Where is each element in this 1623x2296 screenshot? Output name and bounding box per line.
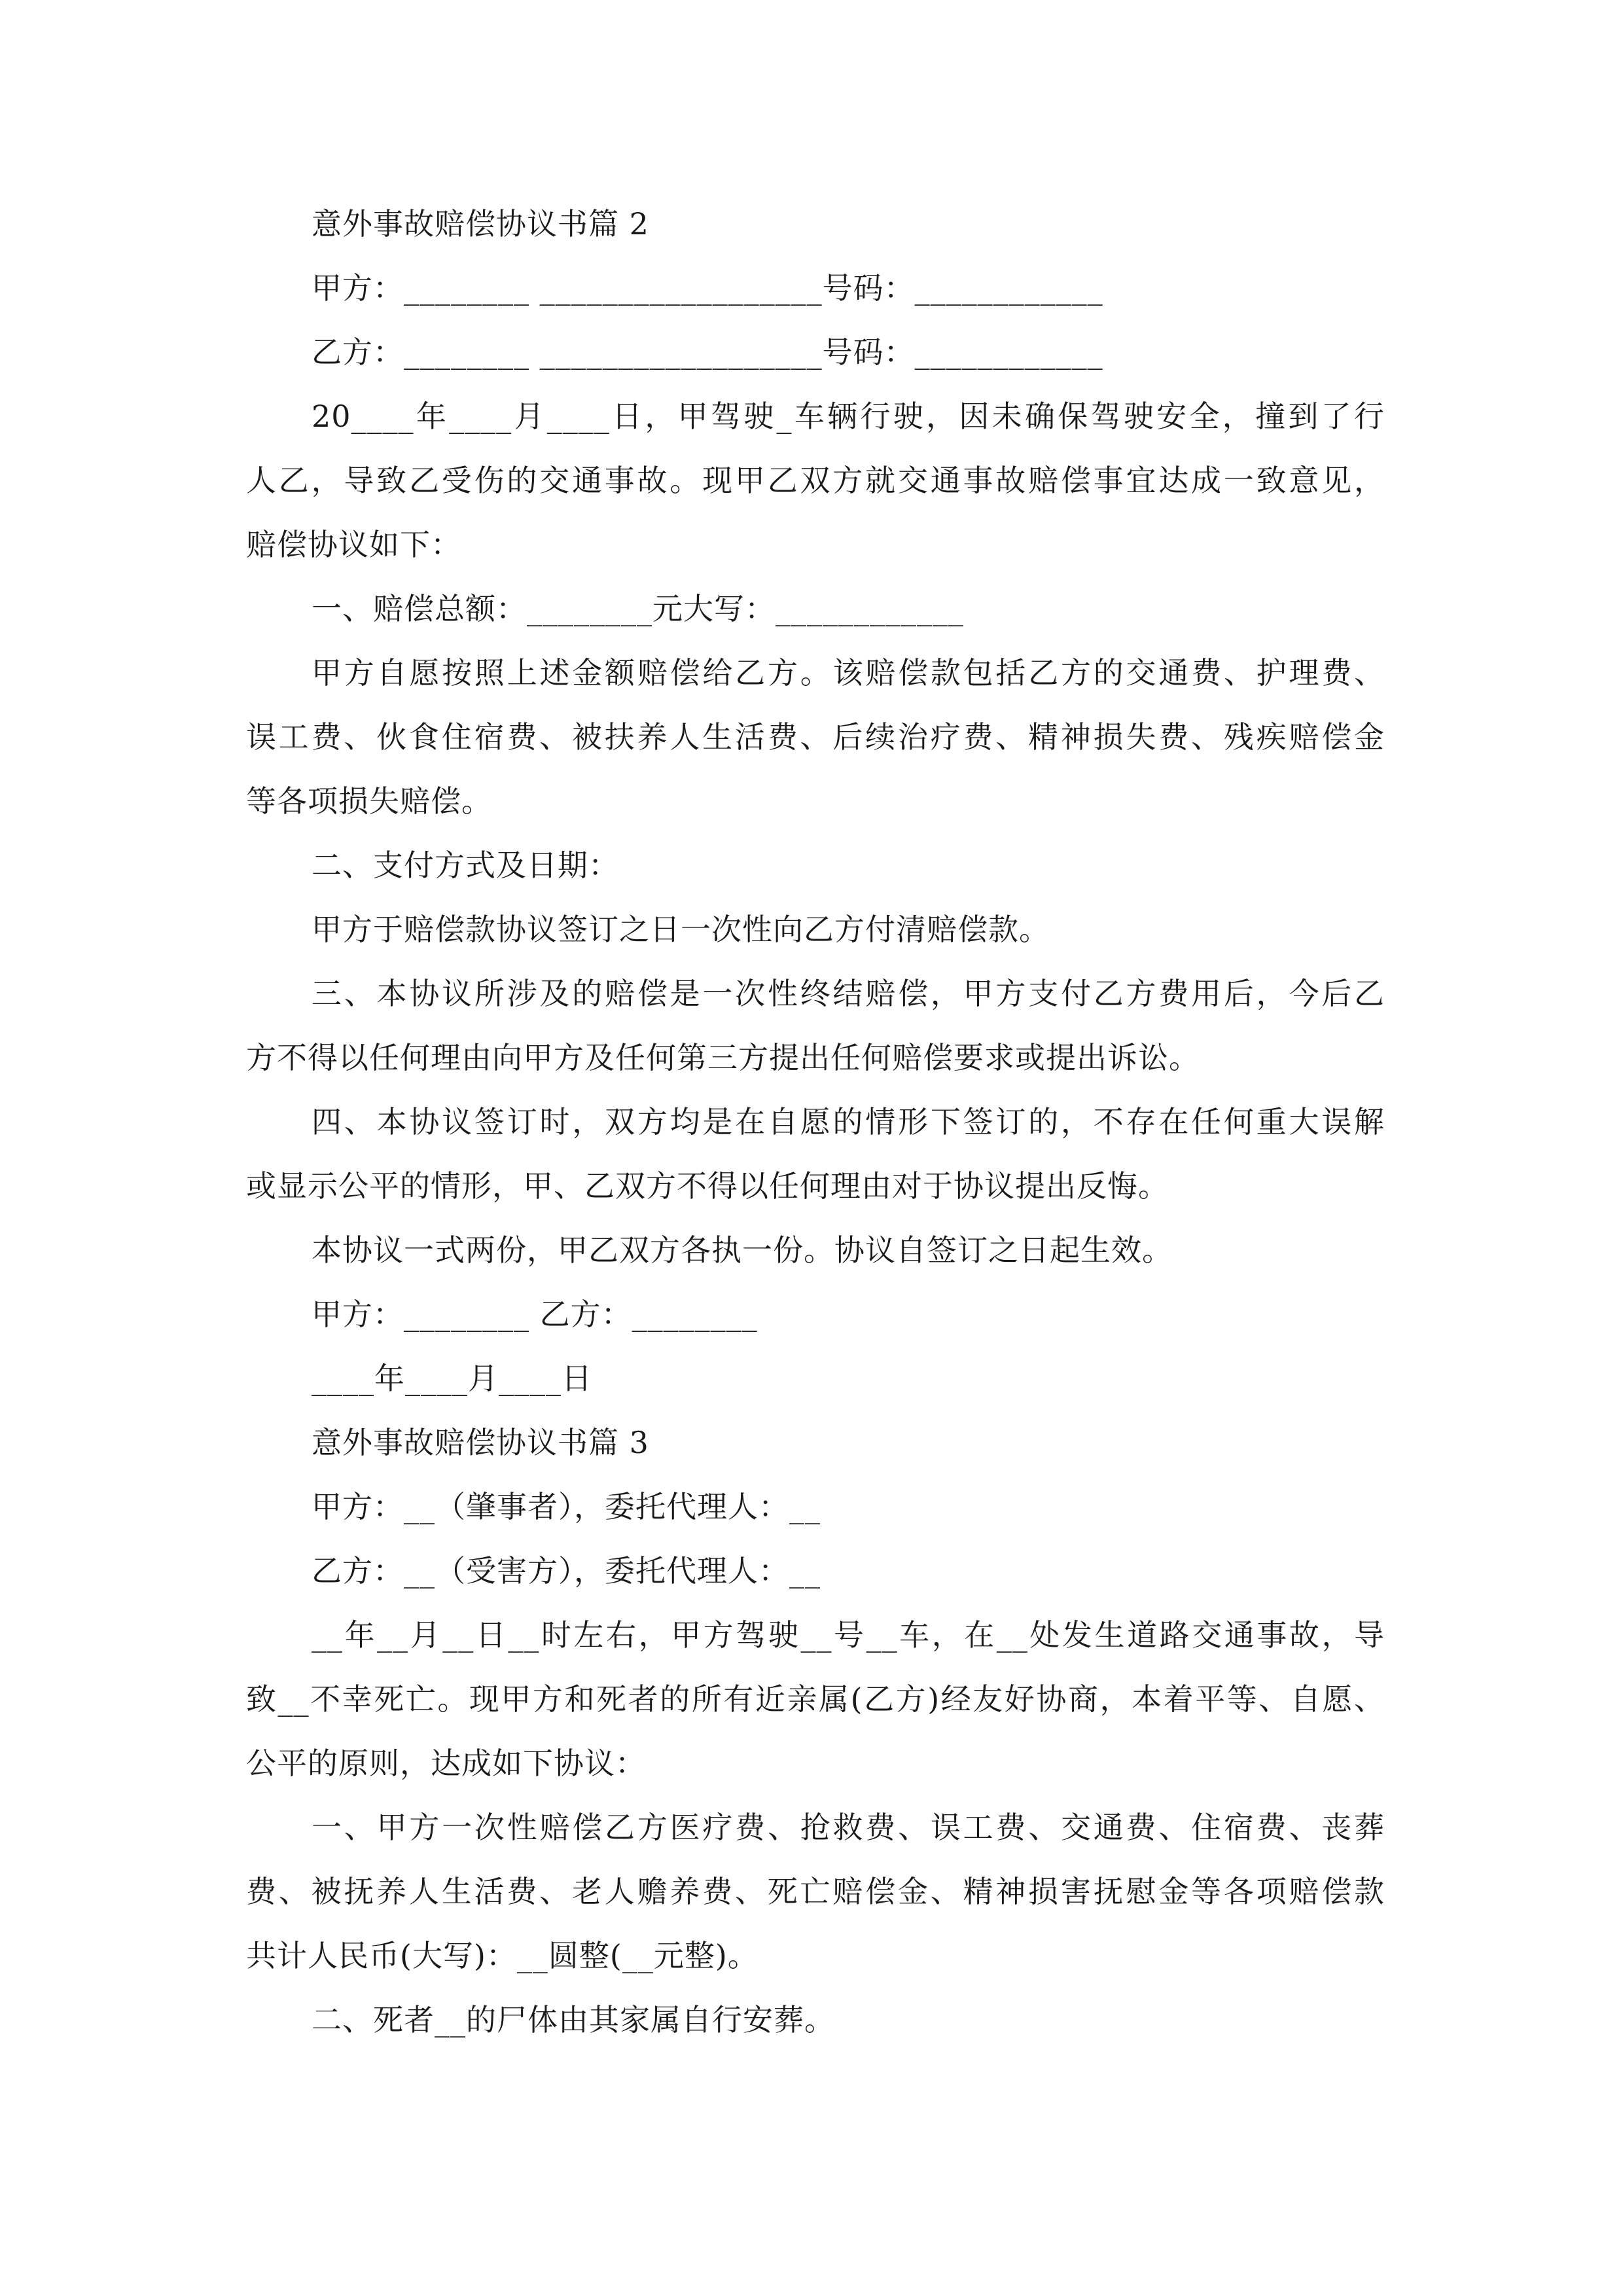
section2-paragraph1-line3: 赔偿协议如下：: [246, 527, 461, 562]
section3-item2: 二、死者__的尸体由其家属自行安葬。: [312, 2002, 835, 2037]
section2-party-a-line: 甲方：________ __________________号码：____________: [312, 270, 1103, 306]
section2-signature-line: 甲方：________ 乙方：________: [312, 1297, 758, 1332]
section3-item1-line1: 一、甲方一次性赔偿乙方医疗费、抢救费、误工费、交通费、住宿费、丧葬: [312, 1810, 1385, 1845]
section2-title: 意外事故赔偿协议书篇 2: [312, 206, 649, 242]
section2-paragraph2-line2: 误工费、伙食住宿费、被扶养人生活费、后续治疗费、精神损失费、残疾赔偿金: [246, 719, 1385, 755]
section3-title: 意外事故赔偿协议书篇 3: [312, 1425, 649, 1460]
section2-paragraph1-line2: 人乙，导致乙受伤的交通事故。现甲乙双方就交通事故赔偿事宜达成一致意见，: [246, 463, 1385, 498]
section2-date-line: ____年____月____日: [312, 1361, 592, 1396]
section2-item4-line2: 或显示公平的情形，甲、乙双方不得以任何理由对于协议提出反悔。: [246, 1168, 1169, 1204]
section2-party-b-line: 乙方：________ __________________号码：____________: [312, 334, 1103, 370]
section3-item1-line2: 费、被抚养人生活费、老人赡养费、死亡赔偿金、精神损害抚慰金等各项赔偿款: [246, 1874, 1385, 1909]
section2-paragraph3: 甲方于赔偿款协议签订之日一次性向乙方付清赔偿款。: [312, 912, 1050, 947]
section3-paragraph1-line3: 公平的原则，达成如下协议：: [246, 1746, 646, 1781]
section3-item1-line3: 共计人民币(大写)：__圆整(__元整)。: [246, 1938, 758, 1973]
section2-item3-line2: 方不得以任何理由向甲方及任何第三方提出任何赔偿要求或提出诉讼。: [246, 1040, 1200, 1075]
section2-paragraph2-line3: 等各项损失赔偿。: [246, 783, 492, 819]
section2-item1-total: 一、赔偿总额：________元大写：____________: [312, 591, 964, 626]
section3-party-b-line: 乙方：__（受害方），委托代理人：__: [312, 1553, 821, 1588]
section2-item3-line1: 三、本协议所涉及的赔偿是一次性终结赔偿，甲方支付乙方费用后，今后乙: [312, 976, 1385, 1011]
section2-paragraph1-line1: 20____年____月____日，甲驾驶_车辆行驶，因未确保驾驶安全，撞到了行: [312, 399, 1385, 434]
section3-paragraph1-line1: __年__月__日__时左右，甲方驾驶__号__车，在__处发生道路交通事故，导: [312, 1617, 1385, 1653]
section2-item4-line1: 四、本协议签订时，双方均是在自愿的情形下签订的，不存在任何重大误解: [312, 1104, 1385, 1139]
section3-party-a-line: 甲方：__（肇事者），委托代理人：__: [312, 1489, 821, 1524]
section3-paragraph1-line2: 致__不幸死亡。现甲方和死者的所有近亲属(乙方)经友好协商，本着平等、自愿、: [246, 1681, 1385, 1717]
section2-item2-heading: 二、支付方式及日期：: [312, 848, 619, 883]
section2-paragraph4: 本协议一式两份，甲乙双方各执一份。协议自签订之日起生效。: [312, 1232, 1173, 1268]
section2-paragraph2-line1: 甲方自愿按照上述金额赔偿给乙方。该赔偿款包括乙方的交通费、护理费、: [312, 655, 1385, 691]
